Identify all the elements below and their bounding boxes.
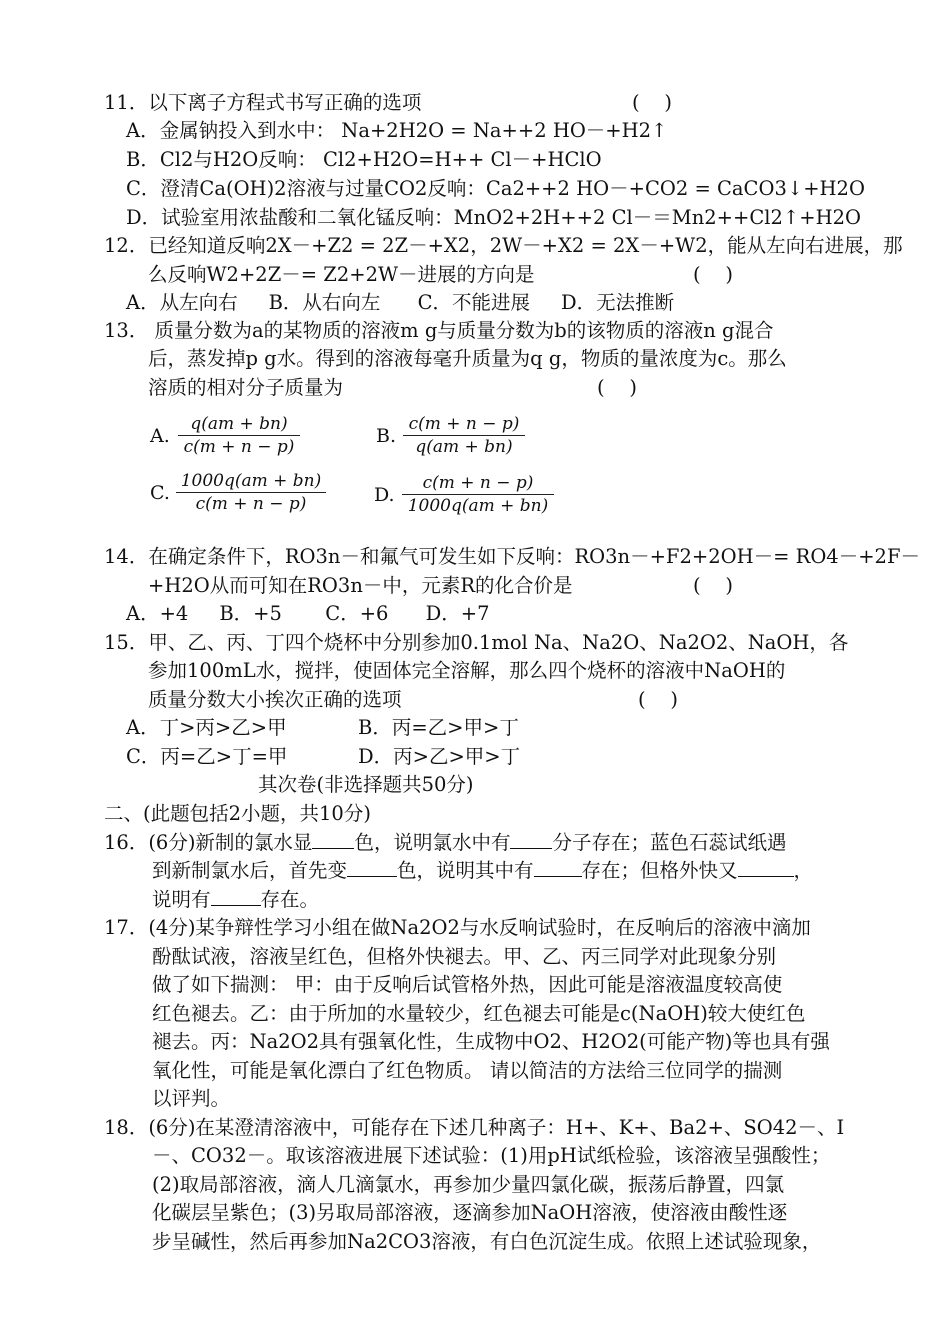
q13-stem-line3: 溶质的相对分子质量为 — [148, 376, 344, 399]
q18-line2: －、CO32－。取该溶液进展下述试验：(1)用pH试纸检验，该溶液呈强酸性； — [152, 1144, 831, 1167]
q13-stem-line2: 后，蒸发掉p g水。得到的溶液每毫升质量为q g，物质的量浓度为c。那么 — [148, 347, 787, 370]
q15-stem-line1: 15．甲、乙、丙、丁四个烧杯中分别参加0.1mol Na、Na2O、Na2O2、NaOH，各 — [104, 631, 849, 654]
q16-text-3a: 说明有 — [152, 888, 211, 911]
q13-d-denominator: 1000q(am + bn) — [407, 496, 549, 516]
q12-stem-line2: 么反响W2+2Z－= Z2+2W－进展的方向是 — [148, 263, 535, 286]
q16-text-2b: 色，说明其中有 — [397, 859, 534, 882]
q15-option-c: C．丙=乙>丁=甲 — [126, 745, 288, 768]
q13-option-a-label: A. — [150, 425, 170, 447]
q13-option-c-fraction — [176, 471, 326, 514]
q15-stem-line3: 质量分数大小挨次正确的选项 — [148, 688, 402, 711]
q13-stem-line1: 13． 质量分数为a的某物质的溶液m g与质量分数为b的该物质的溶液n g混合 — [104, 319, 774, 342]
q17-line5: 褪去。丙：Na2O2具有强氧化性，生成物中O2、H2O2(可能产物)等也具有强 — [152, 1030, 830, 1053]
q14-stem-line2: +H2O从而可知在RO3n－中，元素R的化合价是 — [148, 574, 573, 597]
q17-line3: 做了如下揣测： 甲：由于反响后试管格外热，因此可能是溶液温度较高使 — [152, 973, 783, 996]
q15-option-d: D．丙>乙>甲>丁 — [358, 745, 521, 768]
q13-a-numerator: q(am + bn) — [178, 414, 300, 436]
q13-a-denominator: c(m + n − p) — [183, 437, 295, 457]
q16-line2 — [152, 857, 813, 885]
q17-line2: 酚酞试液，溶液呈红色，但格外快褪去。甲、乙、丙三同学对此现象分别 — [152, 945, 777, 968]
q16-blank-color[interactable] — [312, 830, 354, 849]
q16-text-3b: 存在。 — [260, 888, 320, 911]
q13-option-a-fraction — [178, 414, 300, 457]
q18-line4: 化碳层呈紫色；(3)另取局部溶液，逐滴参加NaOH溶液，使溶液由酸性逐 — [152, 1201, 788, 1224]
q16-blank-exists[interactable] — [534, 858, 582, 877]
q16-blank-then[interactable] — [738, 858, 794, 877]
q18-line1: 18．(6分)在某澄清溶液中，可能存在下述几种离子：H+、K+、Ba2+、SO42－、I — [104, 1116, 845, 1139]
q14-options: A．+4 B．+5 C．+6 D．+7 — [126, 602, 490, 625]
q15-option-b: B．丙=乙>甲>丁 — [358, 716, 519, 739]
q11-stem: 11．以下离子方程式书写正确的选项 — [104, 91, 422, 114]
q13-option-d-label: D. — [374, 484, 395, 506]
q16-text-1a: 16．(6分)新制的氯水显 — [104, 831, 313, 854]
q17-line1: 17．(4分)某争辩性学习小组在做Na2O2与水反响试验时，在反响后的溶液中滴加 — [104, 916, 811, 939]
q15-answer-bracket: ( ) — [638, 688, 679, 711]
q13-c-denominator: c(m + n − p) — [195, 494, 307, 514]
q13-b-denominator: q(am + bn) — [415, 437, 513, 457]
q11-answer-bracket: ( ) — [632, 91, 673, 114]
q15-stem-line2: 参加100mL水，搅拌，使固体完全溶解，那么四个烧杯的溶液中NaOH的 — [148, 659, 786, 682]
q13-d-numerator: c(m + n − p) — [402, 473, 554, 495]
q12-answer-bracket: ( ) — [693, 263, 734, 286]
q12-stem-line1: 12．已经知道反响2X－+Z2 = 2Z－+X2，2W－+X2 = 2X－+W2，能从左向右进展，那 — [104, 234, 903, 257]
q13-option-b-label: B. — [376, 425, 397, 447]
q13-b-numerator: c(m + n − p) — [403, 414, 525, 436]
q13-option-b-fraction — [403, 414, 525, 457]
q16-line3 — [152, 886, 319, 914]
q16-text-2d: ， — [793, 859, 814, 882]
q16-blank-first-color[interactable] — [347, 858, 397, 877]
q13-option-c-label: C. — [150, 482, 170, 504]
q16-blank-shows[interactable] — [211, 887, 261, 906]
q17-line7: 以评判。 — [152, 1087, 231, 1110]
section2-title: 其次卷(非选择题共50分) — [258, 773, 474, 796]
q12-options: A．从左向右 B．从右向左 C．不能进展 D．无法推断 — [126, 291, 675, 314]
q11-option-c: C．澄清Ca(OH)2溶液与过量CO2反响：Ca2++2 HO－+CO2 = CaCO3↓+H2O — [126, 177, 865, 200]
q16-text-2c: 存在；但格外快又 — [581, 859, 738, 882]
q11-option-b: B．Cl2与H2O反响： Cl2+H2O=H++ Cl－+HClO — [126, 148, 602, 171]
q17-line4: 红色褪去。乙：由于所加的水量较少，红色褪去可能是c(NaOH)较大使红色 — [152, 1002, 806, 1025]
q16-text-1c: 分子存在；蓝色石蕊试纸遇 — [552, 831, 787, 854]
q13-c-numerator: 1000q(am + bn) — [176, 471, 326, 493]
q16-text-1b: 色，说明氯水中有 — [354, 831, 511, 854]
section2-heading: 二、(此题包括2小题，共10分) — [104, 802, 371, 825]
q16-line1 — [104, 829, 786, 857]
q18-line3: (2)取局部溶液，滴人几滴氯水，再参加少量四氯化碳，振荡后静置，四氯 — [152, 1173, 785, 1196]
q16-text-2a: 到新制氯水后，首先变 — [152, 859, 348, 882]
q18-line5: 步呈碱性，然后再参加Na2CO3溶液，有白色沉淀生成。依照上述试验现象， — [152, 1230, 822, 1253]
q15-option-a: A．丁>丙>乙>甲 — [126, 716, 287, 739]
q11-option-d: D．试验室用浓盐酸和二氧化锰反响：MnO2+2H++2 Cl－＝Mn2++Cl2↑+H2O — [126, 206, 861, 229]
q16-blank-molecule[interactable] — [510, 830, 552, 849]
q11-option-a: A．金属钠投入到水中： Na+2H2O = Na++2 HO－+H2↑ — [126, 119, 668, 142]
q14-stem-line1: 14．在确定条件下，RO3n－和氟气可发生如下反响：RO3n－+F2+2OH－= RO4－+2F－ — [104, 545, 920, 568]
q13-option-d-fraction — [402, 473, 554, 516]
q13-answer-bracket: ( ) — [597, 376, 638, 399]
q17-line6: 氧化性，可能是氧化漂白了红色物质。 请以简洁的方法给三位同学的揣测 — [152, 1059, 783, 1082]
q14-answer-bracket: ( ) — [693, 574, 734, 597]
